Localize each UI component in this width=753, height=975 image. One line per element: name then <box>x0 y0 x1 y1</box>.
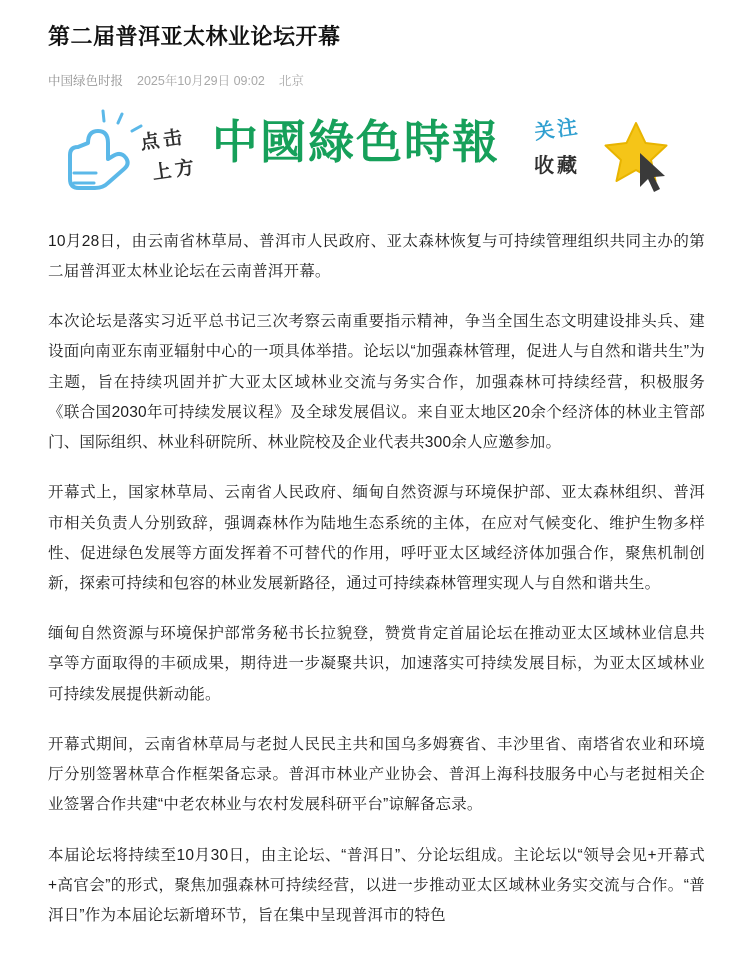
article-paragraph: 10月28日，由云南省林草局、普洱市人民政府、亚太森林恢复与可持续管理组织共同主办的第二届普洱亚太林业论坛在云南普洱开幕。 <box>48 232 705 281</box>
banner-follow-line2: 收藏 <box>534 154 580 177</box>
article-meta <box>48 71 705 89</box>
article-location: 北京 <box>278 73 304 88</box>
article-paragraph: 本届论坛将持续至10月30日，由主论坛、“普洱日”、分论坛组成。主论坛以“领导会见+开幕式+高官会”的形式，聚焦加强森林可持续经营，以进一步推动亚太区域林业务实交流与合作。“普洱日”作为本届论坛新增环节，旨在集中呈现普洱市的特色 <box>48 846 705 924</box>
article-source: 中国绿色时报 <box>48 73 124 88</box>
page-title: 第二届普洱亚太林业论坛开幕 <box>48 24 341 49</box>
article-paragraph: 缅甸自然资源与环境保护部常务秘书长拉貌登，赞赏肯定首届论坛在推动亚太区域林业信息共享等方面取得的丰硕成果，期待进一步凝聚共识，加速落实可持续发展目标，为亚太区域林业可持续发展提供新动能。 <box>48 625 705 703</box>
pointing-hand-icon <box>70 111 141 188</box>
banner-publication-title: 中國綠色時報 <box>212 116 500 168</box>
article-paragraph: 开幕式上，国家林草局、云南省人民政府、缅甸自然资源与环境保护部、亚太森林组织、普洱市相关负责人分别致辞，强调森林作为陆地生态系统的主体，在应对气候变化、维护生物多样性、促进绿色发展等方面发挥着不可替代的作用，呼吁亚太区域经济体加强合作，聚焦机制创新，探索可持续和包容的林业发展新路径，通过可持续森林管理实现人与自然和谐共生。 <box>48 484 705 592</box>
follow-banner[interactable] <box>48 99 705 217</box>
article-paragraph: 本次论坛是落实习近平总书记三次考察云南重要指示精神，争当全国生态文明建设排头兵、建设面向南亚东南亚辐射中心的一项具体举措。论坛以“加强森林管理，促进人与自然和谐共生”为主题，旨在持续巩固并扩大亚太区域林业交流与务实合作，加强森林可持续经营，积极服务《联合国2030年可持续发展议程》及全球发展倡议。来自亚太地区20余个经济体的林业主管部门、国际组织、林业科研院所、林业院校及企业代表共300余人应邀参加。 <box>48 313 705 452</box>
article-paragraph: 开幕式期间，云南省林草局与老挝人民民主共和国乌多姆赛省、丰沙里省、南塔省农业和环境厅分别签署林草合作框架备忘录。普洱市林业产业协会、普洱上海科技服务中心与老挝相关企业签署合作共建“中老农林业与农村发展科研平台”谅解备忘录。 <box>48 735 705 814</box>
banner-follow-line1: 关注 <box>533 115 582 144</box>
banner-click-line1: 点击 <box>139 126 188 154</box>
banner-click-line2: 上方 <box>151 156 200 184</box>
article-body <box>48 227 705 931</box>
article-datetime: 2025年10月29日 09:02 <box>137 73 265 88</box>
